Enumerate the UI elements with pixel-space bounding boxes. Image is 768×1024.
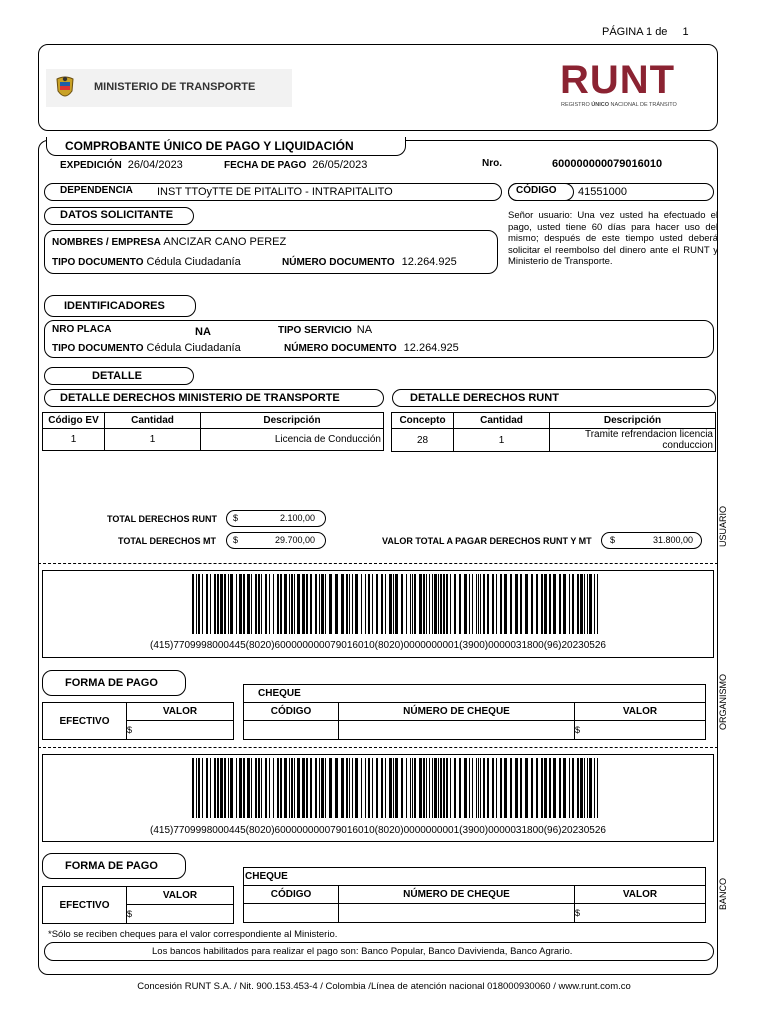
forma-pago-label-1: FORMA DE PAGO: [65, 677, 158, 689]
detalle-runt-label: DETALLE DERECHOS RUNT: [410, 392, 559, 404]
total-runt-box: $ 2.100,00: [226, 510, 326, 527]
coat-of-arms-icon: [52, 75, 78, 101]
placa-value: NA: [195, 326, 211, 338]
mt-header-descripcion: Descripción: [201, 413, 384, 429]
runt-header-concepto: Concepto: [392, 413, 454, 429]
total-mt-value: 29.700,00: [274, 535, 315, 545]
cheque-valor-header-2: VALOR: [575, 886, 706, 904]
runt-header-cantidad: Cantidad: [454, 413, 550, 429]
runt-cell-descripcion: Tramite refrendacion licencia conduccion: [550, 429, 716, 452]
cheque-numero-cell-2: [339, 904, 575, 923]
cheque-label-2: CHEQUE: [244, 868, 706, 886]
codigo-value: 41551000: [578, 186, 627, 198]
total-runt-label: TOTAL DERECHOS RUNT: [107, 514, 218, 524]
page-number: 1: [682, 26, 689, 38]
total-pagar-label: VALOR TOTAL A PAGAR DERECHOS RUNT Y MT: [382, 536, 592, 546]
cheque-codigo-cell-1: [244, 721, 339, 740]
nro-value: 600000000079016010: [552, 158, 663, 170]
banks-text: Los bancos habilitados para realizar el pago son: Banco Popular, Banco Davivienda, Banco Agrario.: [152, 946, 573, 957]
efectivo-label-1: EFECTIVO: [43, 703, 127, 740]
barcode-text-2: (415)7709998000445(8020)600000000079016010(8020)0000000001(3900)0000031800(96)20230526: [150, 825, 606, 836]
page-label: PÁGINA 1 de: [602, 26, 668, 38]
efectivo-table-2: [42, 886, 234, 924]
total-runt-value: 2.100,00: [279, 513, 315, 523]
cheque-note: *Sólo se reciben cheques para el valor correspondiente al Ministerio.: [48, 929, 338, 940]
page-indicator: [602, 26, 689, 38]
nro-label: Nro.: [482, 158, 502, 169]
cheque-numero-cell-1: [339, 721, 575, 740]
cheque-codigo-header-1: CÓDIGO: [244, 703, 339, 721]
ministry-banner: [46, 69, 292, 107]
total-pagar-value: 31.800,00: [652, 535, 693, 545]
fecha-pago-row: FECHA DE PAGO 26/05/2023: [224, 159, 368, 171]
forma-pago-label-2: FORMA DE PAGO: [65, 860, 158, 872]
cheque-table-1: [243, 684, 706, 740]
cut-line-2: [38, 747, 718, 748]
identificadores-label: IDENTIFICADORES: [64, 300, 165, 312]
runt-subtitle: REGISTRO ÚNICO NACIONAL DE TRÁNSITO: [561, 102, 677, 108]
servicio-row: TIPO SERVICIO NA: [278, 324, 373, 336]
doc-title: COMPROBANTE ÚNICO DE PAGO Y LIQUIDACIÓN: [65, 139, 354, 153]
cheque-valor-cell-1: $: [575, 721, 706, 740]
id-tipo-doc-row: TIPO DOCUMENTO Cédula Ciudadanía: [52, 342, 241, 354]
placa-label: NRO PLACA: [52, 324, 112, 335]
usuario-side-label: USUARIO: [718, 505, 728, 547]
detalle-label: DETALLE: [92, 370, 142, 382]
mt-header-codigo: Código EV: [43, 413, 105, 429]
efectivo-valor-cell-2: $: [127, 905, 234, 924]
runt-cell-cantidad: 1: [454, 429, 550, 452]
num-doc-row: NÚMERO DOCUMENTO 12.264.925: [282, 256, 457, 268]
detalle-mt-label: DETALLE DERECHOS MINISTERIO DE TRANSPORTE: [60, 392, 340, 404]
organismo-side-label: ORGANISMO: [718, 673, 728, 730]
runt-header-descripcion: Descripción: [550, 413, 716, 429]
mt-cell-codigo: 1: [43, 429, 105, 451]
notice-text: Señor usuario: Una vez usted ha efectuado el pago, usted tiene 60 días para hacer uso del mismo; después de este tiempo usted deberá solicitar el reembolso del dinero ante el RUNT y Ministerio de Transporte.: [508, 210, 718, 267]
runt-cell-concepto: 28: [392, 429, 454, 452]
mt-header-cantidad: Cantidad: [105, 413, 201, 429]
cheque-valor-header-1: VALOR: [575, 703, 706, 721]
efectivo-valor-header-1: VALOR: [127, 703, 234, 721]
datos-solicitante-label: DATOS SOLICITANTE: [60, 209, 174, 221]
mt-cell-cantidad: 1: [105, 429, 201, 451]
id-num-doc-row: NÚMERO DOCUMENTO 12.264.925: [284, 342, 459, 354]
cheque-numero-header-1: NÚMERO DE CHEQUE: [339, 703, 575, 721]
ministry-name: MINISTERIO DE TRANSPORTE: [94, 81, 256, 93]
runt-detail-table: [391, 412, 716, 452]
efectivo-valor-header-2: VALOR: [127, 887, 234, 905]
efectivo-valor-cell-1: $: [127, 721, 234, 740]
cut-line-1: [38, 563, 718, 564]
cheque-label-1: CHEQUE: [244, 685, 706, 703]
expedicion-row: EXPEDICIÓN 26/04/2023: [60, 159, 183, 171]
efectivo-table-1: [42, 702, 234, 740]
total-mt-label: TOTAL DERECHOS MT: [118, 536, 217, 546]
cheque-codigo-cell-2: [244, 904, 339, 923]
banco-side-label: BANCO: [718, 877, 728, 910]
barcode-icon: [192, 758, 598, 818]
total-pagar-box: $ 31.800,00: [601, 532, 702, 549]
nombre-row: NOMBRES / EMPRESA ANCIZAR CANO PEREZ: [52, 236, 287, 248]
barcode-text-1: (415)7709998000445(8020)600000000079016010(8020)0000000001(3900)0000031800(96)20230526: [150, 640, 606, 651]
cheque-table-2: [243, 867, 706, 923]
dependencia-value: INST TTOyTTE DE PITALITO - INTRAPITALITO: [157, 186, 393, 198]
codigo-label: CÓDIGO: [516, 185, 557, 196]
cheque-valor-cell-2: $: [575, 904, 706, 923]
tipo-doc-row: TIPO DOCUMENTO Cédula Ciudadanía: [52, 256, 241, 268]
dependencia-label: DEPENDENCIA: [60, 185, 133, 196]
efectivo-label-2: EFECTIVO: [43, 887, 127, 924]
runt-logo: RUNT: [560, 58, 676, 102]
barcode-icon: [192, 574, 598, 634]
cheque-codigo-header-2: CÓDIGO: [244, 886, 339, 904]
mt-cell-descripcion: Licencia de Conducción: [201, 429, 384, 451]
mt-detail-table: [42, 412, 384, 451]
concesion-footer: Concesión RUNT S.A. / Nit. 900.153.453-4 / Colombia /Línea de atención nacional 018000930060 / www.runt.com.co: [137, 981, 631, 992]
cheque-numero-header-2: NÚMERO DE CHEQUE: [339, 886, 575, 904]
total-mt-box: $ 29.700,00: [226, 532, 326, 549]
